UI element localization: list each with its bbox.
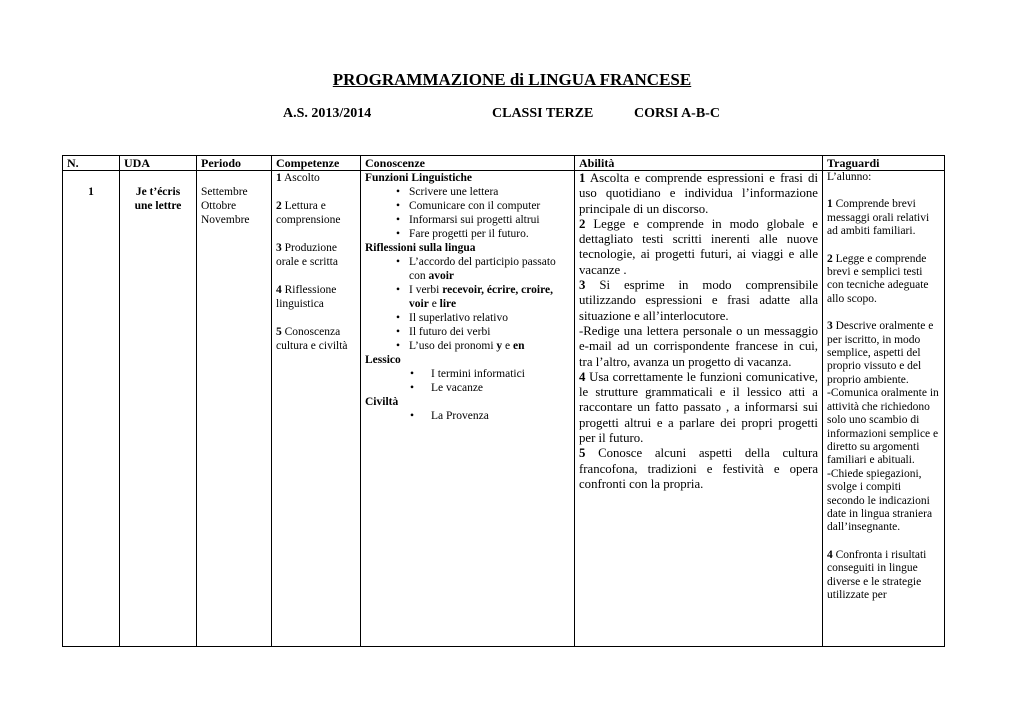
competenza-item: 2 Lettura e comprensione	[276, 200, 341, 226]
header-traguardi: Traguardi	[823, 156, 945, 171]
cell-periodo	[197, 171, 272, 647]
list-item: • L’accordo del participio passato con avoir	[365, 255, 570, 283]
traguardo-item: -Comunica oralmente in attività che richiedono solo uno scambio di informazioni semplice e diretto su argomenti familiari e abituali.	[827, 387, 939, 467]
uda-line-1: Je t’écris	[135, 186, 181, 198]
riflessioni-heading: Riflessioni sulla lingua	[365, 242, 476, 254]
civilta-heading: Civiltà	[365, 396, 399, 408]
header-abilita: Abilità	[575, 156, 823, 171]
cell-traguardi	[823, 171, 945, 647]
courses-label: CORSI A-B-C	[634, 106, 720, 121]
periodo-month-3: Novembre	[201, 214, 250, 226]
abilita-item: 2 Legge e comprende in modo globale e dettagliato testi scritti inerenti alle nuove tecnologie, ai progetti futuri, ai viaggi e alle vacanze .	[579, 216, 818, 277]
list-item: • L’uso dei pronomi y e en	[365, 339, 570, 353]
traguardo-item: 2 Legge e comprende brevi e semplici testi con tecniche adeguate allo scopo.	[827, 252, 929, 305]
list-item: • I verbi recevoir, écrire, croire, voir e lire	[365, 283, 570, 311]
lessico-heading: Lessico	[365, 354, 401, 366]
abilita-item: -Redige una lettera personale o un messaggio e-mail ad un corrispondente francese in cui, tra l’altro, avanza un progetto di vacanza.	[579, 323, 818, 369]
header-uda: UDA	[120, 156, 197, 171]
abilita-item: 5 Conosce alcuni aspetti della cultura francofona, tradizioni e festività e opera confronti con la propria.	[579, 446, 818, 491]
header-competenze: Competenze	[272, 156, 361, 171]
list-item: • Fare progetti per il futuro.	[365, 227, 570, 241]
row-number: 1	[88, 186, 94, 198]
cell-uda	[120, 171, 197, 647]
list-item: • Scrivere une lettera	[365, 185, 570, 199]
list-item: • Il superlativo relativo	[365, 311, 570, 325]
list-item: • Le vacanze	[365, 381, 570, 395]
classes-label: CLASSI TERZE	[492, 106, 594, 121]
uda-line-2: une lettre	[134, 200, 182, 212]
school-year: A.S. 2013/2014	[283, 106, 372, 121]
list-item: • I termini informatici	[365, 367, 570, 381]
riflessioni-list	[365, 255, 570, 353]
periodo-month-2: Ottobre	[201, 200, 237, 212]
traguardo-item: -Chiede spiegazioni, svolge i compiti secondo le indicazioni date in lingua straniera dall’insegnante.	[827, 467, 933, 534]
competenza-item: 3 Produzione orale e scritta	[276, 242, 338, 268]
table-row	[63, 171, 945, 647]
abilita-item: 4 Usa correttamente le funzioni comunicative, le strutture grammaticali e il lessico atti a raccontare un fatto passato , a informarsi sui progetti altrui e a parlare dei propri progetti per il futuro.	[579, 369, 818, 446]
cell-conoscenze	[361, 171, 575, 647]
traguardi-intro: L’alunno:	[827, 171, 872, 183]
header-n: N.	[63, 156, 120, 171]
competenza-item: 1 Ascolto	[276, 172, 320, 184]
list-item: • Comunicare con il computer	[365, 199, 570, 213]
cell-n	[63, 171, 120, 647]
civilta-list	[365, 409, 570, 423]
traguardo-item: 3 Descrive oralmente e per iscritto, in modo semplice, aspetti del proprio vissuto e del proprio ambiente.	[827, 320, 934, 386]
lessico-list	[365, 367, 570, 395]
periodo-month-1: Settembre	[201, 186, 248, 198]
list-item: • Il futuro dei verbi	[365, 325, 570, 339]
abilita-item: 3 Si esprime in modo comprensibile utilizzando espressioni e frasi adatte alla situazione e all’interlocutore.	[579, 278, 818, 323]
list-item: • Informarsi sui progetti altrui	[365, 213, 570, 227]
competenza-item: 4 Riflessione linguistica	[276, 284, 337, 310]
header-conoscenze: Conoscenze	[361, 156, 575, 171]
page-title: PROGRAMMAZIONE di LINGUA FRANCESE	[332, 70, 692, 89]
traguardo-item: 4 Confronta i risultati conseguiti in lingue diverse e le strategie utilizzate per	[827, 548, 927, 601]
funzioni-heading: Funzioni Linguistiche	[365, 172, 473, 184]
funzioni-list	[365, 185, 570, 241]
list-item: • La Provenza	[365, 409, 570, 423]
table-header-row	[63, 156, 945, 171]
cell-competenze	[272, 171, 361, 647]
abilita-item: 1 Ascolta e comprende espressioni e frasi di uso quotidiano e individua l’informazione principale di un discorso.	[579, 171, 818, 216]
programming-table	[62, 155, 945, 647]
traguardo-item: 1 Comprende brevi messaggi orali relativi ad ambiti familiari.	[827, 198, 930, 238]
header-periodo: Periodo	[197, 156, 272, 171]
competenza-item: 5 Conoscenza cultura e civiltà	[276, 326, 348, 352]
cell-abilita	[575, 171, 823, 647]
